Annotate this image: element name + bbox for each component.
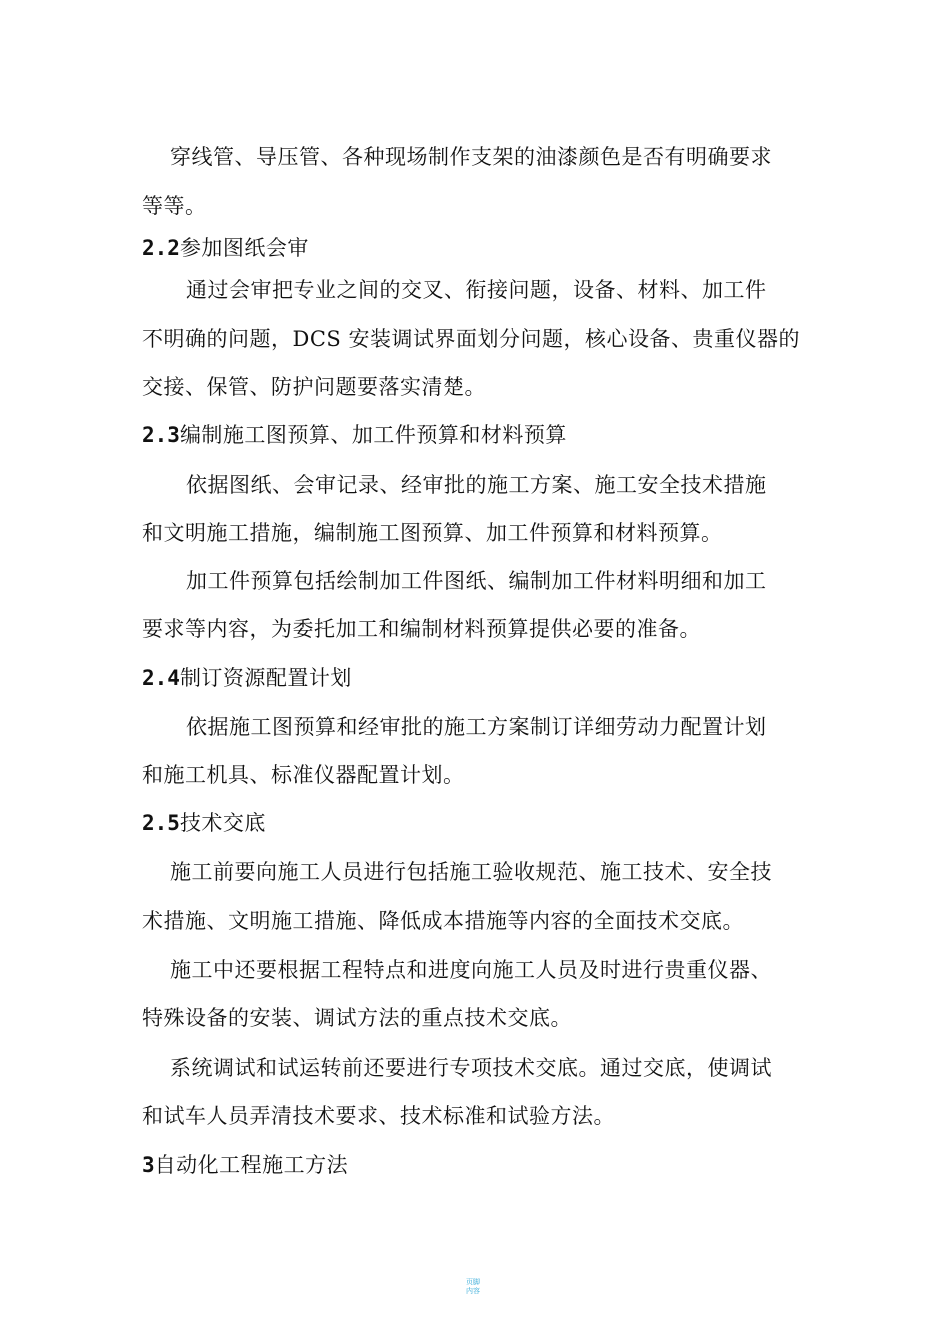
- footer-line: 内容: [466, 1287, 480, 1295]
- section-title: 参加图纸会审: [179, 236, 309, 260]
- paragraph-line: 系统调试和试运转前还要进行专项技术交底。通过交底，使调试: [170, 1056, 772, 1080]
- section-number: 3: [142, 1153, 155, 1177]
- section-number: 2.4: [142, 666, 180, 690]
- paragraph-line: 和试车人员弄清技术要求、技术标准和试验方法。: [142, 1104, 615, 1128]
- paragraph-line: 不明确的问题，DCS 安装调试界面划分问题，核心设备、贵重仪器的: [142, 327, 800, 351]
- section-title: 自动化工程施工方法: [154, 1153, 349, 1177]
- paragraph-line: 依据施工图预算和经审批的施工方案制订详细劳动力配置计划: [186, 715, 767, 739]
- page-footer: [458, 1278, 488, 1296]
- section-heading-3: [142, 1150, 348, 1180]
- paragraph-line: 特殊设备的安装、调试方法的重点技术交底。: [142, 1006, 572, 1030]
- paragraph-line: 术措施、文明施工措施、降低成本措施等内容的全面技术交底。: [142, 909, 744, 933]
- paragraph-line: 通过会审把专业之间的交叉、衔接问题，设备、材料、加工件: [186, 278, 767, 302]
- paragraph-line: 和施工机具、标准仪器配置计划。: [142, 763, 465, 787]
- paragraph-line: 施工中还要根据工程特点和进度向施工人员及时进行贵重仪器、: [170, 958, 772, 982]
- footer-line: 页脚: [466, 1278, 480, 1286]
- section-heading-2-3: [142, 420, 567, 450]
- section-number: 2.3: [142, 423, 180, 447]
- section-number: 2.5: [142, 811, 180, 835]
- section-title: 编制施工图预算、加工件预算和材料预算: [179, 423, 567, 447]
- section-heading-2-2: [142, 233, 309, 263]
- section-heading-2-5: [142, 808, 266, 838]
- paragraph-line: 和文明施工措施，编制施工图预算、加工件预算和材料预算。: [142, 521, 723, 545]
- paragraph-line: 依据图纸、会审记录、经审批的施工方案、施工安全技术措施: [186, 473, 767, 497]
- section-heading-2-4: [142, 663, 352, 693]
- paragraph-line: 加工件预算包括绘制加工件图纸、编制加工件材料明细和加工: [186, 569, 767, 593]
- paragraph-line: 交接、保管、防护问题要落实清楚。: [142, 375, 486, 399]
- section-title: 技术交底: [179, 811, 266, 835]
- paragraph-line: 穿线管、导压管、各种现场制作支架的油漆颜色是否有明确要求: [170, 145, 772, 169]
- paragraph-line: 施工前要向施工人员进行包括施工验收规范、施工技术、安全技: [170, 860, 772, 884]
- section-title: 制订资源配置计划: [179, 666, 352, 690]
- paragraph-line: 要求等内容，为委托加工和编制材料预算提供必要的准备。: [142, 617, 701, 641]
- paragraph-line: 等等。: [142, 194, 207, 218]
- section-number: 2.2: [142, 236, 180, 260]
